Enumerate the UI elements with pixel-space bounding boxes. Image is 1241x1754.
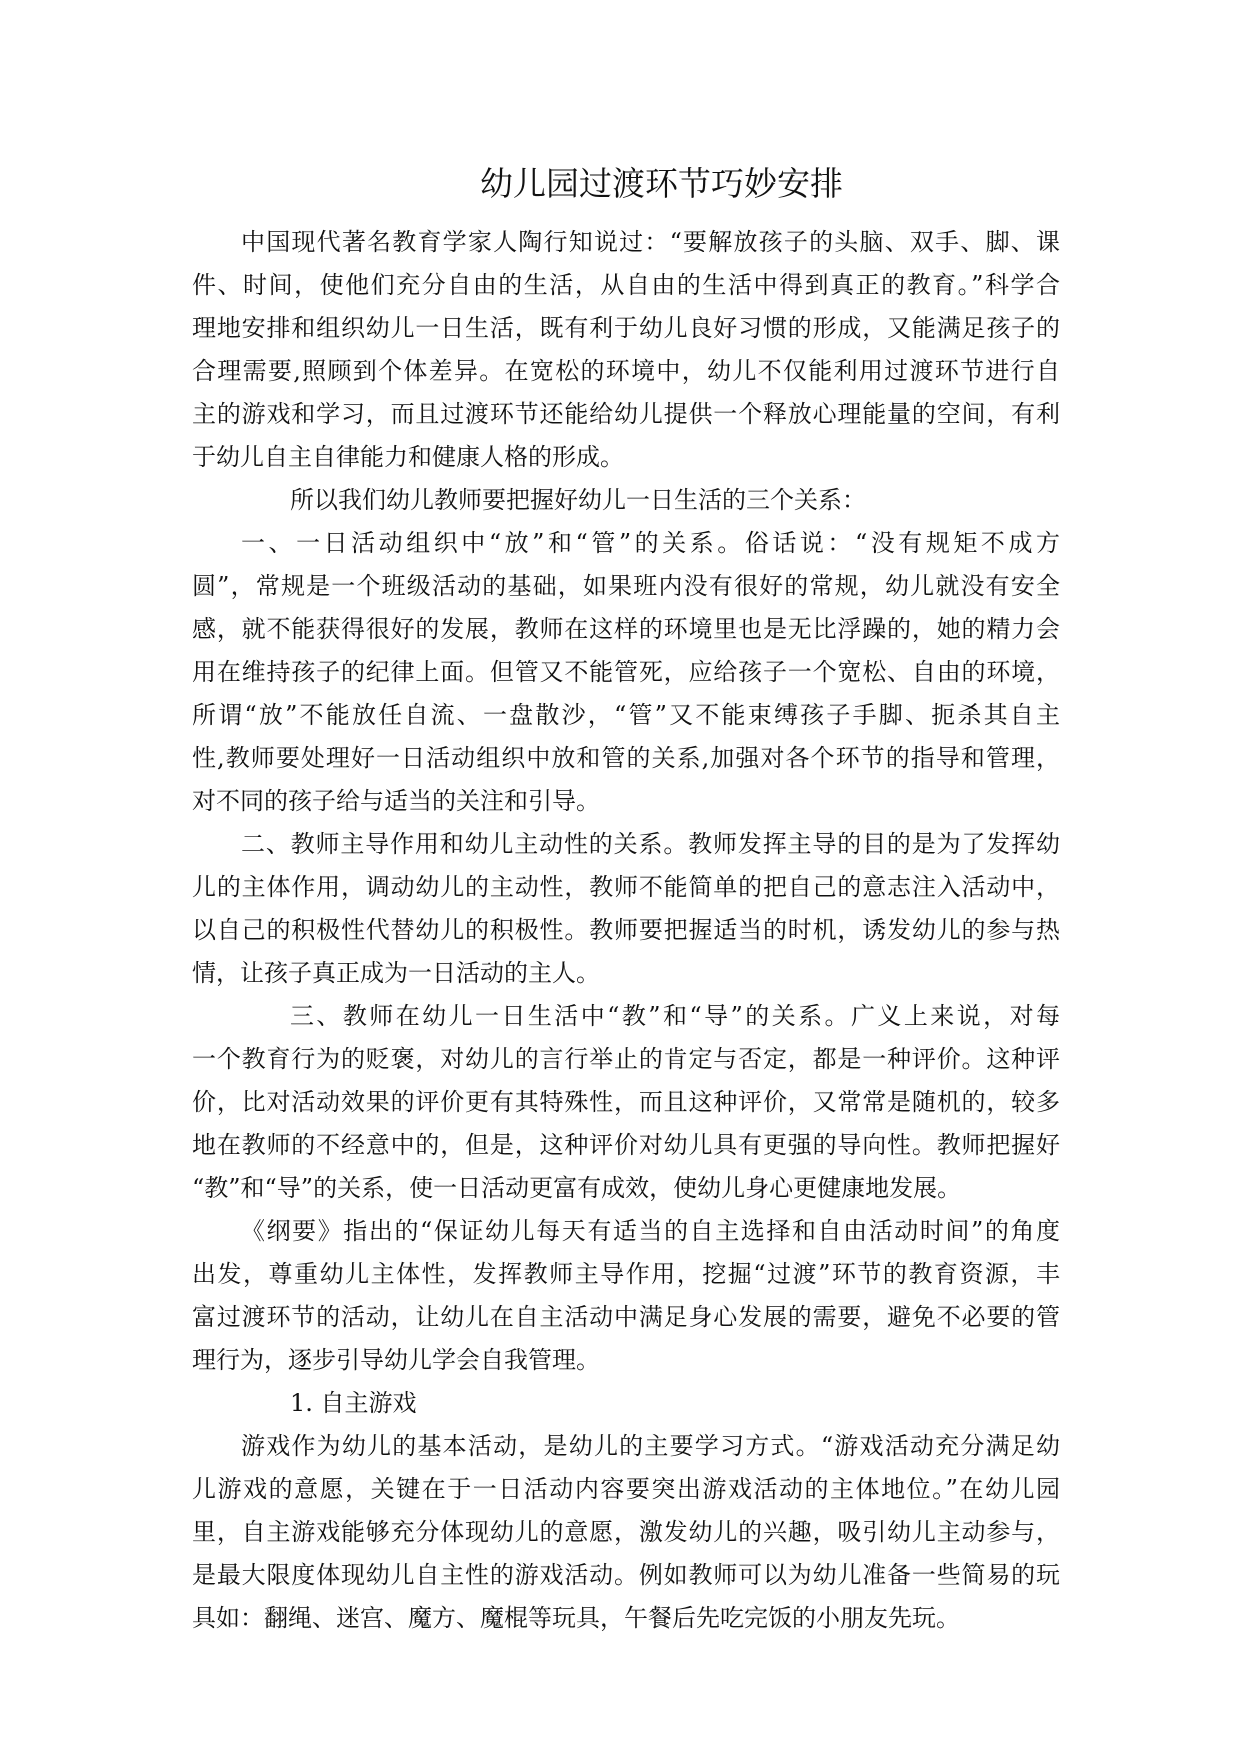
paragraph-free-play <box>192 1425 1060 1640</box>
paragraph-line: 儿游戏的意愿，关键在于一日活动内容要突出游戏活动的主体地位。”在幼儿园 <box>192 1475 1060 1503</box>
paragraph-line: 圆”，常规是一个班级活动的基础，如果班内没有很好的常规，幼儿就没有安全 <box>192 572 1060 600</box>
paragraph-line: 地在教师的不经意中的，但是，这种评价对幼儿具有更强的导向性。教师把握好 <box>192 1131 1060 1159</box>
paragraph-line: 儿的主体作用，调动幼儿的主动性，教师不能简单的把自己的意志注入活动中， <box>192 873 1060 901</box>
paragraph-line: 中国现代著名教育学家人陶行知说过：“要解放孩子的头脑、双手、脚、课 <box>241 228 1060 256</box>
paragraph-line: 理行为，逐步引导幼儿学会自我管理。 <box>192 1346 600 1374</box>
paragraph-line: 二、教师主导作用和幼儿主动性的关系。教师发挥主导的目的是为了发挥幼 <box>241 830 1060 858</box>
paragraph-line: 价，比对活动效果的评价更有其特殊性，而且这种评价，又常常是随机的，较多 <box>192 1088 1060 1116</box>
paragraph-line: 以自己的积极性代替幼儿的积极性。教师要把握适当的时机，诱发幼儿的参与热 <box>192 916 1060 944</box>
paragraph-line: 三、教师在幼儿一日生活中“教”和“导”的关系。广义上来说，对每 <box>290 1002 1060 1030</box>
paragraph-intro <box>192 221 1060 479</box>
paragraph-line: 《纲要》指出的“保证幼儿每天有适当的自主选择和自由活动时间”的角度 <box>241 1217 1060 1245</box>
paragraph-line: 一个教育行为的贬褒，对幼儿的言行举止的肯定与否定，都是一种评价。这种评 <box>192 1045 1060 1073</box>
paragraph-outline <box>192 1210 1060 1382</box>
section-heading: 1. 自主游戏 <box>290 1389 417 1417</box>
paragraph-line: 一、一日活动组织中“放”和“管”的关系。俗话说：“没有规矩不成方 <box>241 529 1060 557</box>
paragraph-line: 用在维持孩子的纪律上面。但管又不能管死，应给孩子一个宽松、自由的环境， <box>192 658 1060 686</box>
paragraph-line: 里，自主游戏能够充分体现幼儿的意愿，激发幼儿的兴趣，吸引幼儿主动参与， <box>192 1518 1060 1546</box>
paragraph-line: 性,教师要处理好一日活动组织中放和管的关系,加强对各个环节的指导和管理， <box>192 744 1060 772</box>
paragraph-line: 游戏作为幼儿的基本活动，是幼儿的主要学习方式。“游戏活动充分满足幼 <box>241 1432 1060 1460</box>
document-body <box>192 221 1060 1640</box>
paragraph-line: “教”和“导”的关系，使一日活动更富有成效，使幼儿身心更健康地发展。 <box>192 1174 962 1202</box>
paragraph-line: 所以我们幼儿教师要把握好幼儿一日生活的三个关系： <box>290 486 866 514</box>
document-title: 幼儿园过渡环节巧妙安排 <box>480 164 843 203</box>
paragraph-line: 具如：翻绳、迷宫、魔方、魔棍等玩具，午餐后先吃完饭的小朋友先玩。 <box>192 1604 960 1632</box>
paragraph-line: 所谓“放”不能放任自流、一盘散沙，“管”又不能束缚孩子手脚、扼杀其自主 <box>192 701 1060 729</box>
paragraph-line: 于幼儿自主自律能力和健康人格的形成。 <box>192 443 624 471</box>
paragraph-relation-one <box>192 522 1060 823</box>
paragraph-line: 主的游戏和学习，而且过渡环节还能给幼儿提供一个释放心理能量的空间，有利 <box>192 400 1060 428</box>
paragraph-line: 是最大限度体现幼儿自主性的游戏活动。例如教师可以为幼儿准备一些简易的玩 <box>192 1561 1060 1589</box>
paragraph-relation-three <box>192 995 1060 1210</box>
section-heading-free-play <box>192 1382 1060 1425</box>
paragraph-line: 合理需要,照顾到个体差异。在宽松的环境中，幼儿不仅能利用过渡环节进行自 <box>192 357 1060 385</box>
paragraph-line: 理地安排和组织幼儿一日生活，既有利于幼儿良好习惯的形成，又能满足孩子的 <box>192 314 1060 342</box>
paragraph-relation-two <box>192 823 1060 995</box>
paragraph-three-relations <box>192 479 1060 522</box>
paragraph-line: 情，让孩子真正成为一日活动的主人。 <box>192 959 600 987</box>
paragraph-line: 感，就不能获得很好的发展，教师在这样的环境里也是无比浮躁的，她的精力会 <box>192 615 1060 643</box>
paragraph-line: 对不同的孩子给与适当的关注和引导。 <box>192 787 600 815</box>
paragraph-line: 出发，尊重幼儿主体性，发挥教师主导作用，挖掘“过渡”环节的教育资源，丰 <box>192 1260 1060 1288</box>
paragraph-line: 富过渡环节的活动，让幼儿在自主活动中满足身心发展的需要，避免不必要的管 <box>192 1303 1060 1331</box>
paragraph-line: 件、时间，使他们充分自由的生活，从自由的生活中得到真正的教育。”科学合 <box>192 271 1060 299</box>
